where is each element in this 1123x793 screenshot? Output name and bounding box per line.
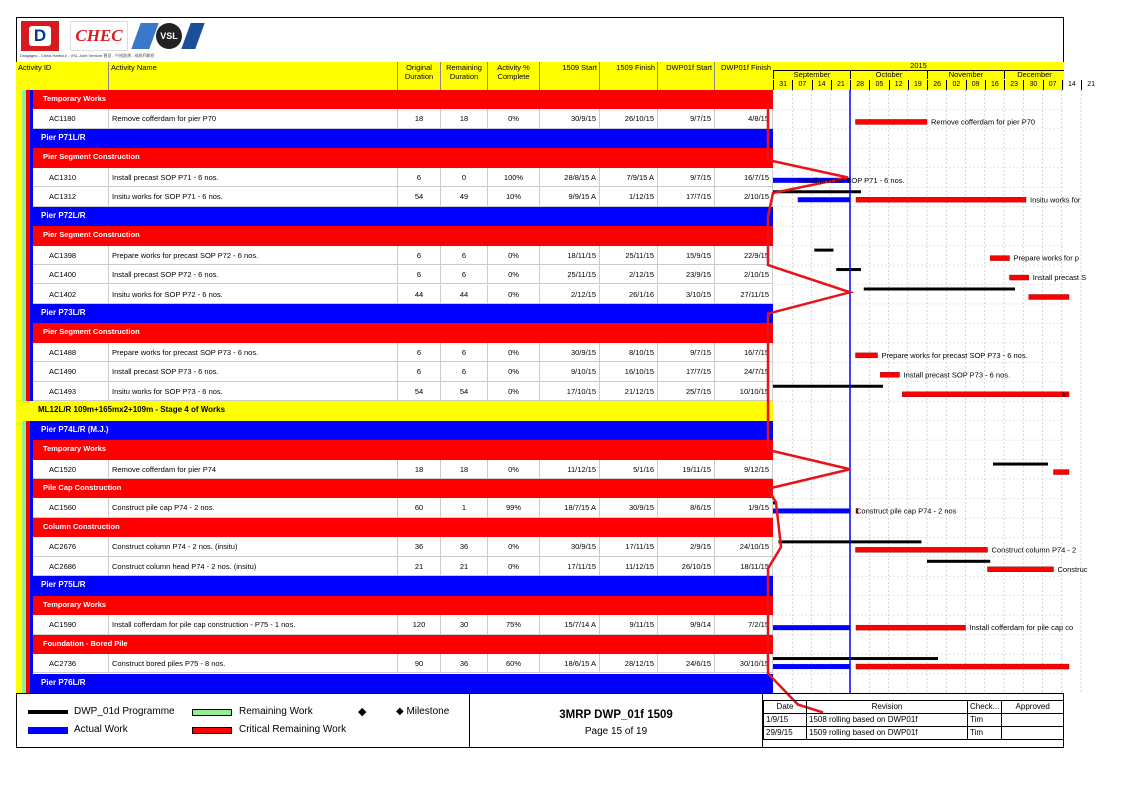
remaining-duration-cell: 36 [441, 537, 488, 556]
remaining-duration-cell: 0 [441, 168, 488, 187]
bar-label: Remove cofferdam for pier P70 [931, 117, 1036, 127]
percent-complete-cell: 0% [488, 265, 540, 284]
remaining-duration-cell: 30 [441, 615, 488, 634]
rev-text: 1508 rolling based on DWP01f [807, 714, 968, 727]
table-row[interactable] [33, 615, 773, 634]
bar-label: Construct pile cap P74 - 2 nos [856, 506, 957, 516]
finish-1509-cell: 5/1/16 [600, 460, 658, 479]
percent-complete-cell: 0% [488, 382, 540, 401]
bar-label: Construc [1057, 564, 1088, 574]
finish-1509-cell: 9/11/15 [600, 615, 658, 634]
remaining-duration-cell: 6 [441, 362, 488, 381]
col-1509-start[interactable]: 1509 Start [540, 62, 600, 90]
finish-1509-cell: 1/12/15 [600, 187, 658, 206]
original-duration-cell: 60 [398, 498, 441, 517]
actual-bar [773, 508, 850, 513]
table-header [16, 62, 773, 91]
gantt-chart[interactable] [773, 90, 1088, 693]
remaining-duration-cell: 54 [441, 382, 488, 401]
wbs-band[interactable]: Temporary Works [33, 90, 773, 109]
timescale-day: 30 [1023, 80, 1042, 90]
activity-id-cell: AC1488 [33, 343, 109, 362]
finish-1509-cell: 2/12/15 [600, 265, 658, 284]
wbs-band[interactable]: Pier P75L/R [33, 576, 773, 595]
timescale-day: 05 [869, 80, 888, 90]
dwp01f-start-cell: 15/9/15 [658, 246, 715, 265]
bar-label: In [1062, 389, 1069, 399]
timescale-day: 12 [889, 80, 908, 90]
wbs-band[interactable]: Pier P76L/R [33, 674, 773, 693]
remaining-duration-cell: 6 [441, 265, 488, 284]
activity-id-cell: AC2676 [33, 537, 109, 556]
start-1509-cell: 30/9/15 [540, 109, 600, 128]
col-activity-id[interactable]: Activity ID [16, 62, 109, 90]
critical-bar [856, 625, 966, 630]
dwp01f-finish-cell: 4/8/15 [715, 109, 773, 128]
critical-bar [902, 389, 1069, 399]
table-row[interactable] [33, 187, 773, 206]
legend-programme-swatch [28, 710, 68, 714]
gantt-timescale [773, 61, 1096, 91]
critical-bar [1029, 295, 1069, 300]
original-duration-cell: 44 [398, 285, 441, 304]
legend-critical-swatch [192, 727, 232, 734]
activity-id-cell: AC1398 [33, 246, 109, 265]
percent-complete-cell: 99% [488, 498, 540, 517]
bar-label: Insitu works for [1030, 195, 1081, 205]
bar-label: Prepare works for p [1013, 253, 1079, 263]
activity-name-cell: Insitu works for SOP P72 - 6 nos. [109, 285, 398, 304]
timescale-day: 31 [773, 80, 792, 90]
dwp01f-finish-cell: 24/7/15 [715, 362, 773, 381]
month-october: October [850, 70, 927, 79]
wbs-band[interactable]: Pile Cap Construction [33, 479, 773, 498]
timescale-day: 07 [1043, 80, 1062, 90]
dwp01f-finish-cell: 18/11/15 [715, 557, 773, 576]
timescale-day: 26 [927, 80, 946, 90]
col-original-duration[interactable]: Original Duration [398, 62, 441, 90]
dwp01f-finish-cell: 1/9/15 [715, 498, 773, 517]
table-row[interactable] [33, 343, 773, 362]
programme-bar [773, 385, 883, 388]
table-row[interactable] [33, 382, 773, 401]
rev-approved [1002, 714, 1064, 727]
legend-remaining: Remaining Work [239, 706, 313, 717]
activity-id-cell: AC1400 [33, 265, 109, 284]
finish-1509-cell: 28/12/15 [600, 654, 658, 673]
activity-name-cell: Install cofferdam for pile cap construction - P75 - 1 nos. [109, 615, 398, 634]
rev-check: Tim [968, 727, 1002, 740]
legend-actual: Actual Work [74, 724, 128, 735]
start-1509-cell: 30/9/15 [540, 537, 600, 556]
joint-venture-text: Dragages - China Harbour - VSL Joint Venture 寶嘉 - 中國港灣 - 威勝利聯營 [20, 53, 155, 58]
dwp01f-finish-cell: 30/10/15 [715, 654, 773, 673]
original-duration-cell: 6 [398, 246, 441, 265]
wbs-band[interactable]: Pier P71L/R [33, 129, 773, 148]
start-1509-cell: 28/8/15 A [540, 168, 600, 187]
dragages-logo: D [21, 21, 59, 51]
critical-bar [988, 567, 1054, 572]
dwp01f-start-cell: 24/6/15 [658, 654, 715, 673]
rev-date: 1/9/15 [764, 714, 807, 727]
rev-header-revision: Revision [807, 701, 968, 714]
finish-1509-cell: 16/10/15 [600, 362, 658, 381]
month-september: September [773, 70, 850, 79]
rev-header-approved: Approved [1002, 701, 1064, 714]
percent-complete-cell: 0% [488, 460, 540, 479]
original-duration-cell: 6 [398, 265, 441, 284]
wbs-band[interactable]: Pier Segment Construction [33, 226, 773, 245]
dwp01f-start-cell: 25/7/15 [658, 382, 715, 401]
original-duration-cell: 18 [398, 460, 441, 479]
col-dwp01f-finish[interactable]: DWP01f Finish [720, 63, 771, 72]
dwp01f-finish-cell: 2/10/15 [715, 187, 773, 206]
col-1509-finish[interactable]: 1509 Finish [600, 62, 658, 90]
critical-bar [856, 664, 1069, 669]
original-duration-cell: 54 [398, 187, 441, 206]
original-duration-cell: 54 [398, 382, 441, 401]
timescale-day: 19 [908, 80, 927, 90]
table-row[interactable] [33, 498, 773, 517]
page-number: Page 15 of 19 [584, 726, 648, 737]
remaining-duration-cell: 49 [441, 187, 488, 206]
activity-name-cell: Remove cofferdam for pier P74 [109, 460, 398, 479]
percent-complete-cell: 10% [488, 187, 540, 206]
timescale-day: 21 [831, 80, 850, 90]
actual-bar [798, 197, 850, 202]
table-row[interactable] [33, 654, 773, 673]
table-row[interactable] [33, 285, 773, 304]
finish-1509-cell: 21/12/15 [600, 382, 658, 401]
actual-bar [773, 664, 850, 669]
timescale-day: 14 [1062, 80, 1081, 90]
wbs-band[interactable]: Temporary Works [33, 596, 773, 615]
start-1509-cell: 15/7/14 A [540, 615, 600, 634]
table-row[interactable] [33, 557, 773, 576]
critical-bar [856, 353, 878, 358]
dwp01f-finish-cell: 9/12/15 [715, 460, 773, 479]
activity-name-cell: Construct pile cap P74 - 2 nos. [109, 498, 398, 517]
start-1509-cell: 17/11/15 [540, 557, 600, 576]
activity-name-cell: Prepare works for precast SOP P72 - 6 nos. [109, 246, 398, 265]
dwp01f-start-cell: 23/9/15 [658, 265, 715, 284]
rev-date: 29/9/15 [764, 727, 807, 740]
activity-id-cell: AC1520 [33, 460, 109, 479]
programme-bar [993, 463, 1048, 466]
finish-1509-cell: 26/1/16 [600, 285, 658, 304]
original-duration-cell: 36 [398, 537, 441, 556]
remaining-duration-cell: 36 [441, 654, 488, 673]
activity-name-cell: Construct bored piles P75 - 8 nos. [109, 654, 398, 673]
percent-complete-cell: 0% [488, 557, 540, 576]
table-row[interactable] [33, 246, 773, 265]
finish-1509-cell: 11/12/15 [600, 557, 658, 576]
original-duration-cell: 6 [398, 168, 441, 187]
col-remaining-duration[interactable]: Remaining Duration [441, 62, 488, 90]
critical-bar [856, 119, 928, 124]
dwp01f-start-cell: 8/6/15 [658, 498, 715, 517]
activity-name-cell: Install precast SOP P73 - 6 nos. [109, 362, 398, 381]
remaining-duration-cell: 18 [441, 460, 488, 479]
original-duration-cell: 90 [398, 654, 441, 673]
start-1509-cell: 18/7/15 A [540, 498, 600, 517]
original-duration-cell: 21 [398, 557, 441, 576]
title-block [469, 693, 763, 748]
rev-header-check: Check... [968, 701, 1002, 714]
legend-actual-swatch [28, 727, 68, 734]
remaining-duration-cell: 1 [441, 498, 488, 517]
bar-label: Prepare works for precast SOP P73 - 6 nos. [881, 350, 1028, 360]
month-december: December [1004, 70, 1064, 79]
percent-complete-cell: 0% [488, 246, 540, 265]
table-row[interactable] [33, 460, 773, 479]
rev-text: 1509 rolling based on DWP01f [807, 727, 968, 740]
actual-bar [773, 625, 850, 630]
dwp01f-start-cell: 3/10/15 [658, 285, 715, 304]
timescale-day: 23 [1004, 80, 1023, 90]
timescale-day: 28 [850, 80, 869, 90]
dwp01f-finish-cell: 22/9/15 [715, 246, 773, 265]
percent-complete-cell: 100% [488, 168, 540, 187]
wbs-band[interactable]: Temporary Works [33, 440, 773, 459]
wbs-band[interactable]: ML12L/R 109m+165mx2+109m - Stage 4 of Works [16, 401, 773, 420]
remaining-duration-cell: 21 [441, 557, 488, 576]
activity-id-cell: AC1402 [33, 285, 109, 304]
wbs-band[interactable]: Pier Segment Construction [33, 148, 773, 167]
col-dwp01f-start[interactable]: DWP01f Start [658, 62, 715, 90]
legend-milestone: ◆ Milestone [396, 706, 450, 717]
programme-bar [836, 268, 861, 271]
activity-name-cell: Remove cofferdam for pier P70 [109, 109, 398, 128]
dwp01f-finish-cell: 16/7/15 [715, 343, 773, 362]
legend-critical: Critical Remaining Work [239, 724, 347, 735]
remaining-duration-cell: 18 [441, 109, 488, 128]
wbs-band[interactable]: Pier P74L/R (M.J.) [33, 421, 773, 440]
percent-complete-cell: 0% [488, 362, 540, 381]
activity-id-cell: AC1590 [33, 615, 109, 634]
start-1509-cell: 30/9/15 [540, 343, 600, 362]
activity-id-cell: AC1493 [33, 382, 109, 401]
timescale-year: 2015 [773, 62, 1064, 71]
activity-name-cell: Install precast SOP P72 - 6 nos. [109, 265, 398, 284]
wbs-band[interactable]: Column Construction [33, 518, 773, 537]
dwp01f-finish-cell: 10/10/15 [715, 382, 773, 401]
wbs-band[interactable]: Pier Segment Construction [33, 323, 773, 342]
dwp01f-start-cell: 19/11/15 [658, 460, 715, 479]
dwp01f-start-cell: 9/7/15 [658, 343, 715, 362]
finish-1509-cell: 8/10/15 [600, 343, 658, 362]
bar-label: Install precast SOP P73 - 6 nos. [903, 370, 1011, 380]
vsl-logo: VSL [132, 21, 206, 51]
legend-programme: DWP_01d Programme [74, 706, 175, 717]
table-row[interactable] [33, 362, 773, 381]
activity-name-cell: Construct column P74 - 2 nos. (insitu) [109, 537, 398, 556]
col-activity-name[interactable]: Activity Name [109, 62, 398, 90]
percent-complete-cell: 60% [488, 654, 540, 673]
timescale-day: 21 [1081, 80, 1100, 90]
bar-label: Install cofferdam for pile cap co [969, 623, 1074, 633]
document-title: 3MRP DWP_01f 1509 [559, 709, 673, 721]
dwp01f-finish-cell: 27/11/15 [715, 285, 773, 304]
timescale-day: 16 [985, 80, 1004, 90]
dwp01f-start-cell: 9/7/15 [658, 168, 715, 187]
critical-bar [880, 372, 899, 377]
activity-name-cell: Insitu works for SOP P73 - 6 nos. [109, 382, 398, 401]
activity-name-cell: Prepare works for precast SOP P73 - 6 nos. [109, 343, 398, 362]
activity-id-cell: AC1312 [33, 187, 109, 206]
bar-label: Construct column P74 - 2 [991, 545, 1077, 555]
critical-bar [856, 197, 1026, 202]
critical-bar [1054, 470, 1070, 475]
activity-id-cell: AC1490 [33, 362, 109, 381]
percent-complete-cell: 0% [488, 343, 540, 362]
bar-label: Install precast SOP P71 - 6 nos. [798, 175, 905, 185]
critical-bar [1010, 275, 1029, 280]
original-duration-cell: 120 [398, 615, 441, 634]
timescale-day: 07 [792, 80, 811, 90]
activity-id-cell: AC1180 [33, 109, 109, 128]
start-1509-cell: 17/10/15 [540, 382, 600, 401]
diamond-icon: ◆ [358, 706, 367, 718]
gantt-svg [773, 90, 1088, 693]
activity-name-cell: Install precast SOP P71 - 6 nos. [109, 168, 398, 187]
wbs-band[interactable]: Pier P72L/R [33, 207, 773, 226]
remaining-duration-cell: 44 [441, 285, 488, 304]
wbs-band[interactable]: Foundation - Bored Pile [33, 635, 773, 654]
wbs-band[interactable]: Pier P73L/R [33, 304, 773, 323]
start-1509-cell: 9/9/15 A [540, 187, 600, 206]
rev-header-date: Date [764, 701, 807, 714]
legend-remaining-swatch [192, 709, 232, 716]
start-1509-cell: 9/10/15 [540, 362, 600, 381]
critical-bar [990, 256, 1009, 261]
original-duration-cell: 6 [398, 343, 441, 362]
activity-id-cell: AC2686 [33, 557, 109, 576]
percent-complete-cell: 0% [488, 285, 540, 304]
table-row[interactable] [33, 109, 773, 128]
dwp01f-start-cell: 17/7/15 [658, 187, 715, 206]
table-row[interactable] [33, 537, 773, 556]
activity-name-cell: Construct column head P74 - 2 nos. (insitu) [109, 557, 398, 576]
month-november: November [927, 70, 1004, 79]
critical-bar [856, 547, 988, 552]
finish-1509-cell: 30/9/15 [600, 498, 658, 517]
start-1509-cell: 2/12/15 [540, 285, 600, 304]
percent-complete-cell: 0% [488, 109, 540, 128]
timescale-day: 09 [966, 80, 985, 90]
dwp01f-start-cell: 9/9/14 [658, 615, 715, 634]
dwp01f-finish-cell: 24/10/15 [715, 537, 773, 556]
programme-bar [864, 288, 1015, 291]
remaining-duration-cell: 6 [441, 343, 488, 362]
table-row[interactable] [33, 265, 773, 284]
dwp01f-start-cell: 17/7/15 [658, 362, 715, 381]
timescale-day: 02 [946, 80, 965, 90]
start-1509-cell: 18/11/15 [540, 246, 600, 265]
start-1509-cell: 11/12/15 [540, 460, 600, 479]
activity-id-cell: AC2736 [33, 654, 109, 673]
rev-approved [1002, 727, 1064, 740]
activity-id-cell: AC1310 [33, 168, 109, 187]
start-1509-cell: 18/6/15 A [540, 654, 600, 673]
dwp01f-finish-cell: 7/2/15 [715, 615, 773, 634]
chec-logo: CHEC [70, 21, 128, 51]
percent-complete-cell: 0% [488, 537, 540, 556]
finish-1509-cell: 25/11/15 [600, 246, 658, 265]
dwp01f-start-cell: 26/10/15 [658, 557, 715, 576]
dwp01f-start-cell: 2/9/15 [658, 537, 715, 556]
table-row[interactable] [33, 168, 773, 187]
activity-name-cell: Insitu works for SOP P71 - 6 nos. [109, 187, 398, 206]
finish-1509-cell: 26/10/15 [600, 109, 658, 128]
original-duration-cell: 6 [398, 362, 441, 381]
finish-1509-cell: 17/11/15 [600, 537, 658, 556]
programme-bar [927, 560, 990, 563]
finish-1509-cell: 7/9/15 A [600, 168, 658, 187]
original-duration-cell: 18 [398, 109, 441, 128]
bar-label: Install precast S [1032, 273, 1087, 283]
revision-table [763, 700, 1064, 748]
col-percent-complete[interactable]: Activity % Complete [488, 62, 540, 90]
remaining-duration-cell: 6 [441, 246, 488, 265]
rev-check: Tim [968, 714, 1002, 727]
programme-bar [814, 249, 833, 252]
start-1509-cell: 25/11/15 [540, 265, 600, 284]
progress-line [768, 102, 850, 713]
timescale-day: 14 [812, 80, 831, 90]
dwp01f-start-cell: 9/7/15 [658, 109, 715, 128]
dwp01f-finish-cell: 16/7/15 [715, 168, 773, 187]
programme-bar [773, 657, 938, 660]
activity-id-cell: AC1560 [33, 498, 109, 517]
dwp01f-finish-cell: 2/10/15 [715, 265, 773, 284]
percent-complete-cell: 75% [488, 615, 540, 634]
